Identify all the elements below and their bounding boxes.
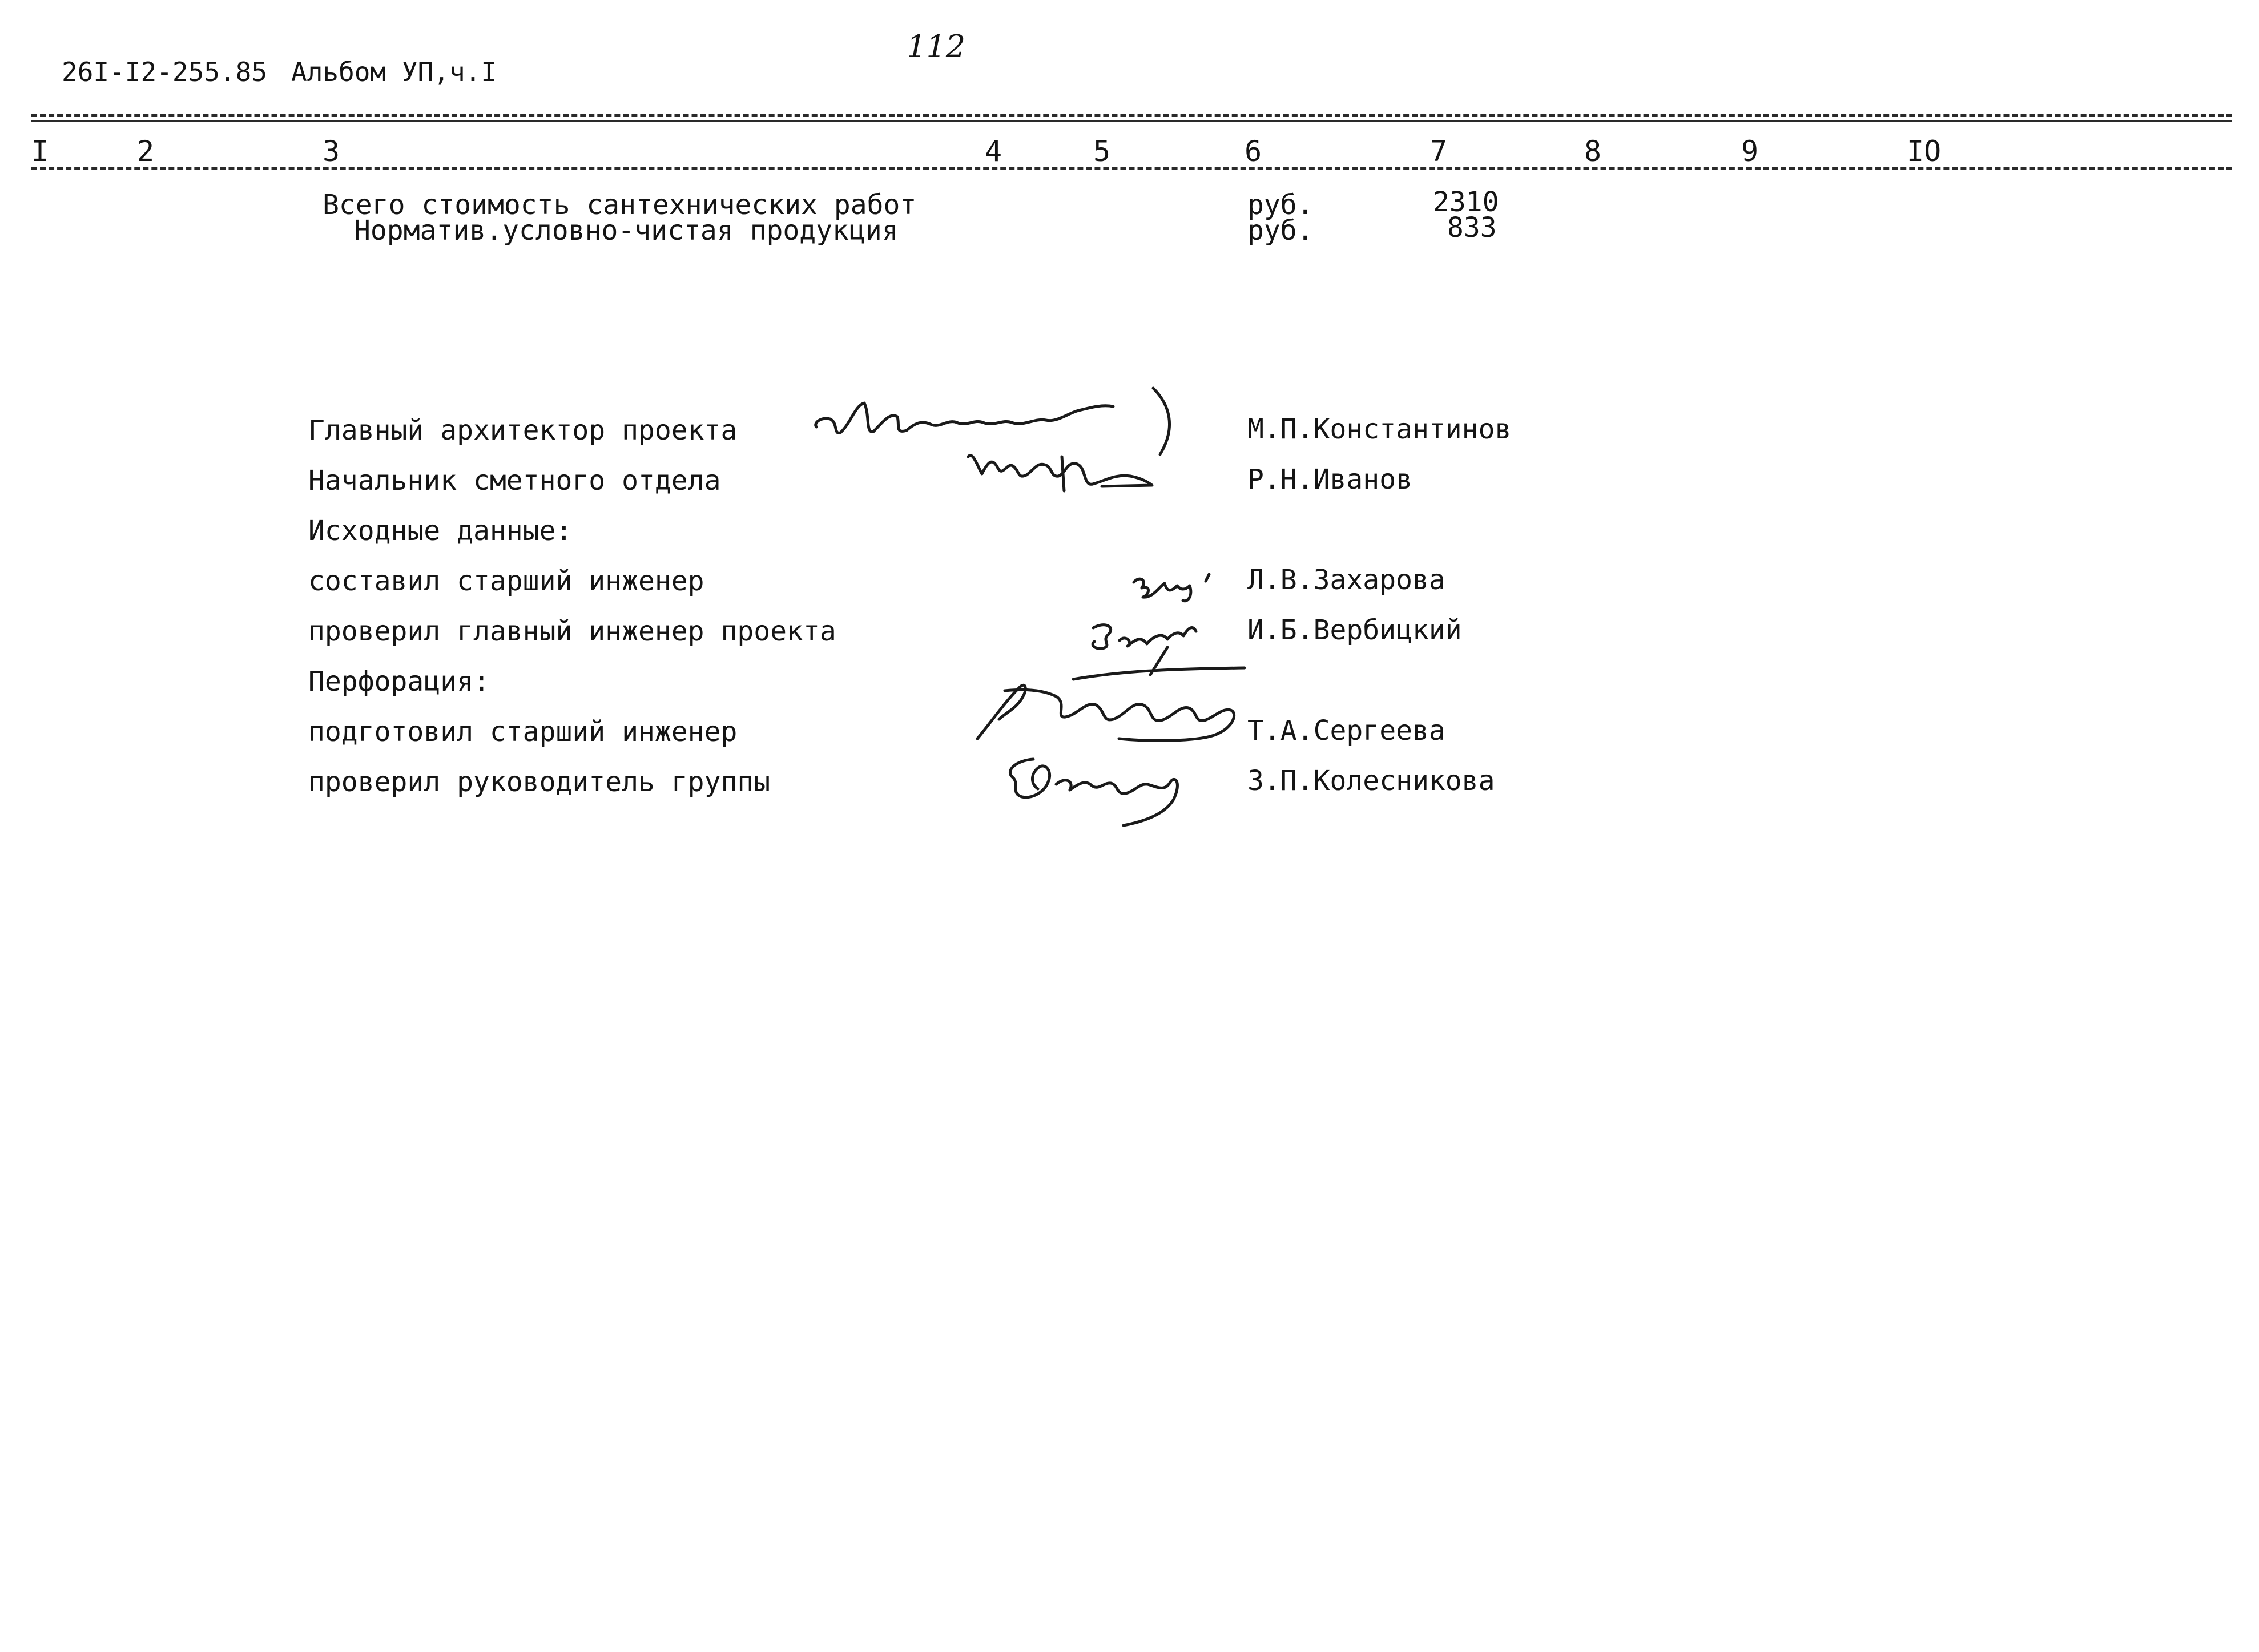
signatory-name: И.Б.Вербицкий [1247, 614, 1462, 646]
row-description: Норматив.условно-чистая продукция [354, 215, 899, 247]
signatory-name: Р.Н.Иванов [1247, 464, 1412, 495]
column-number: 2 [137, 135, 155, 168]
row-unit: руб. [1247, 189, 1314, 221]
column-number: 8 [1584, 135, 1602, 168]
row-description: Всего стоимость сантехнических работ [323, 189, 917, 221]
signatory-name: Л.В.Захарова [1247, 564, 1445, 596]
page-number: 112 [907, 29, 966, 65]
header-rule-top [31, 114, 2232, 117]
row-value: 2310 [1433, 186, 1499, 218]
column-number: IO [1907, 135, 1942, 168]
signatory-role: проверил главный инженер проекта [308, 615, 836, 647]
signatory-role: Главный архитектор проекта [308, 414, 738, 446]
signatory-name: З.П.Колесникова [1247, 765, 1495, 797]
signatory-name: М.П.Константинов [1247, 413, 1512, 445]
column-number: 6 [1245, 135, 1262, 168]
section-heading: Перфорация: [308, 666, 490, 698]
signature-kolesnikova [993, 748, 1210, 828]
row-unit: руб. [1247, 215, 1314, 247]
section-heading: Исходные данные: [308, 515, 573, 547]
column-number: I [31, 135, 49, 168]
header-rule-top-2 [31, 120, 2232, 122]
album-label: Альбом УП,ч.I [291, 57, 497, 87]
signature-ivanov [965, 440, 1170, 502]
signatory-role: подготовил старший инженер [308, 716, 738, 748]
signature-verbitsky [1082, 611, 1219, 674]
signatory-role: составил старший инженер [308, 565, 704, 597]
signatory-role: проверил руководитель группы [308, 766, 771, 798]
column-number: 9 [1741, 135, 1759, 168]
column-number: 5 [1093, 135, 1111, 168]
signatory-name: Т.А.Сергеева [1247, 715, 1445, 747]
signatory-role: Начальник сметного отдела [308, 465, 721, 497]
column-number: 3 [323, 135, 340, 168]
doc-code: 26I-I2-255.85 [62, 57, 268, 87]
signature-sergeeva [971, 668, 1256, 754]
signature-zakharova [1130, 565, 1222, 605]
column-number: 4 [985, 135, 1002, 168]
column-number: 7 [1430, 135, 1448, 168]
column-header-rule [31, 167, 2232, 170]
row-value: 833 [1447, 212, 1497, 244]
